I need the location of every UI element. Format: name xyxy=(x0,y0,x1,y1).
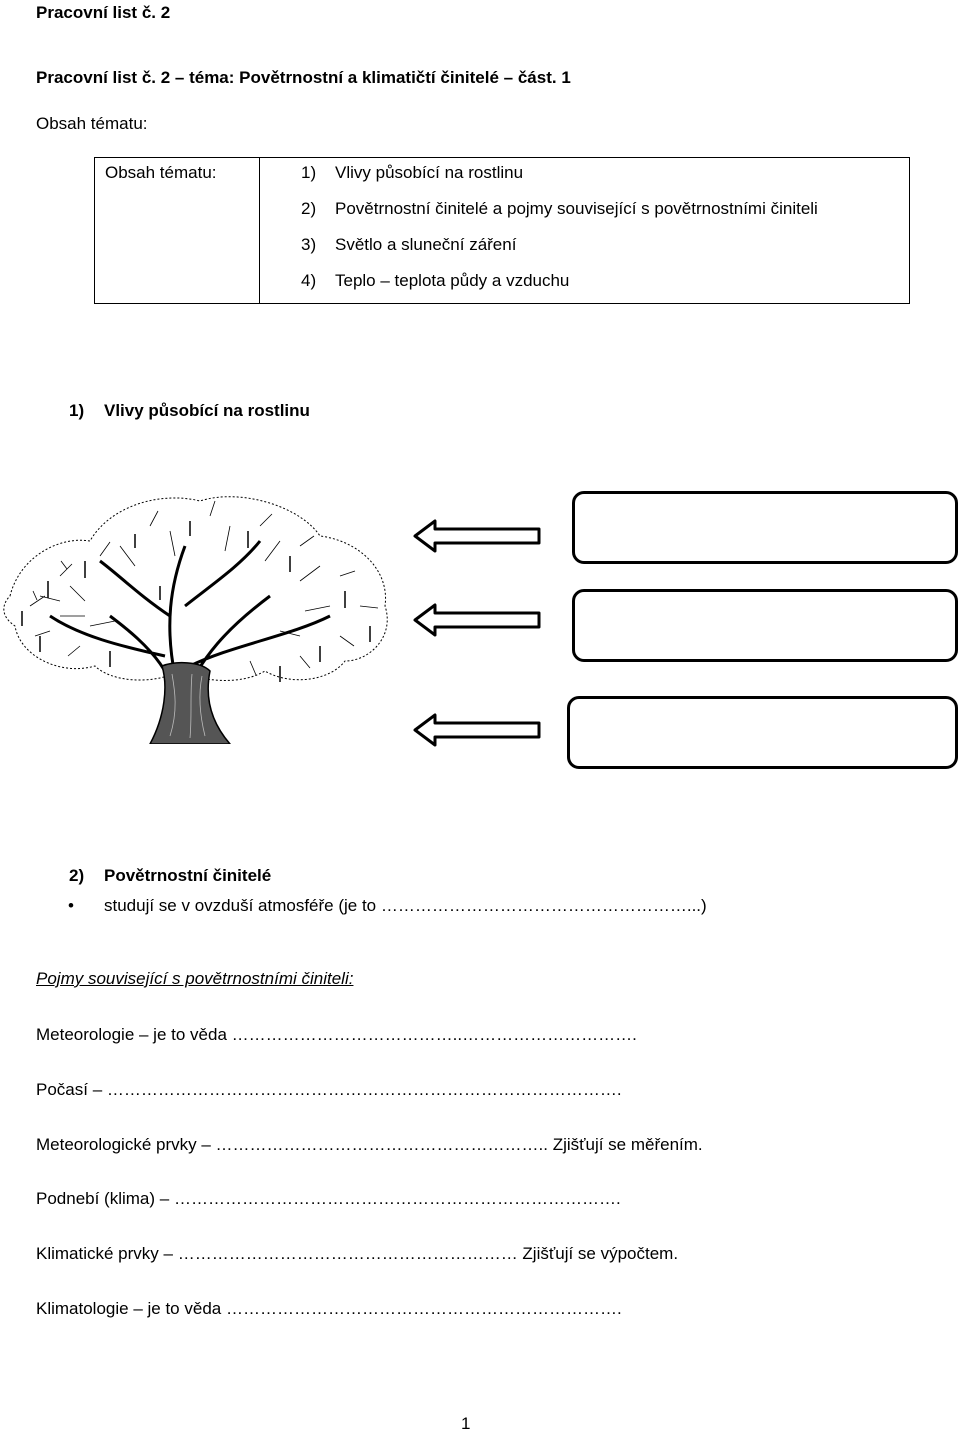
topic-num: 4) xyxy=(301,271,317,290)
concept-line: Počasí – ………………………………………………………………………………. xyxy=(36,1080,622,1099)
concept-line: Klimatologie – je to věda ……………………………………………………………. xyxy=(36,1299,622,1318)
table-label: Obsah tématu: xyxy=(105,163,217,182)
answer-box[interactable] xyxy=(567,696,958,769)
page-number: 1 xyxy=(461,1414,471,1433)
arrow-left-icon xyxy=(413,519,541,553)
bullet-icon: • xyxy=(68,896,74,915)
concept-line: Meteorologie – je to věda …………………………………..…………………………. xyxy=(36,1025,637,1044)
answer-box[interactable] xyxy=(572,589,958,662)
concepts-heading: Pojmy související s povětrnostními činiteli: xyxy=(36,969,354,988)
worksheet-title: Pracovní list č. 2 xyxy=(36,3,171,22)
section2-bullet: studují se v ovzduší atmosféře (je to ………………………………………………...) xyxy=(104,896,707,915)
topic-item: Světlo a sluneční záření xyxy=(335,235,517,254)
arrow-left-icon xyxy=(413,713,541,747)
concept-line: Podnebí (klima) – ……………………………………………………………………. xyxy=(36,1189,621,1208)
topic-item: Vlivy působící na rostlinu xyxy=(335,163,524,182)
topic-num: 2) xyxy=(301,199,317,218)
topic-line: Pracovní list č. 2 – téma: Povětrnostní a klimatičtí činitelé – část. 1 xyxy=(36,68,571,87)
section2-num: 2) xyxy=(69,866,85,885)
topic-item: Teplo – teplota půdy a vzduchu xyxy=(335,271,570,290)
table-divider xyxy=(259,158,260,303)
topic-num: 3) xyxy=(301,235,317,254)
topics-table xyxy=(94,157,910,304)
concept-line: Klimatické prvky – …………………………………………………… Zjišťují se výpočtem. xyxy=(36,1244,679,1263)
section1-num: 1) xyxy=(69,401,85,420)
topic-item: Povětrnostní činitelé a pojmy související s povětrnostními činiteli xyxy=(335,199,818,218)
section1-title: Vlivy působící na rostlinu xyxy=(104,401,310,420)
tree-illustration xyxy=(0,486,392,744)
topic-num: 1) xyxy=(301,163,317,182)
contents-label: Obsah tématu: xyxy=(36,114,148,133)
arrow-left-icon xyxy=(413,603,541,637)
concept-line: Meteorologické prvky – ………………………………………………….. Zjišťují se měřením. xyxy=(36,1135,703,1154)
section2-title: Povětrnostní činitelé xyxy=(104,866,272,885)
answer-box[interactable] xyxy=(572,491,958,564)
